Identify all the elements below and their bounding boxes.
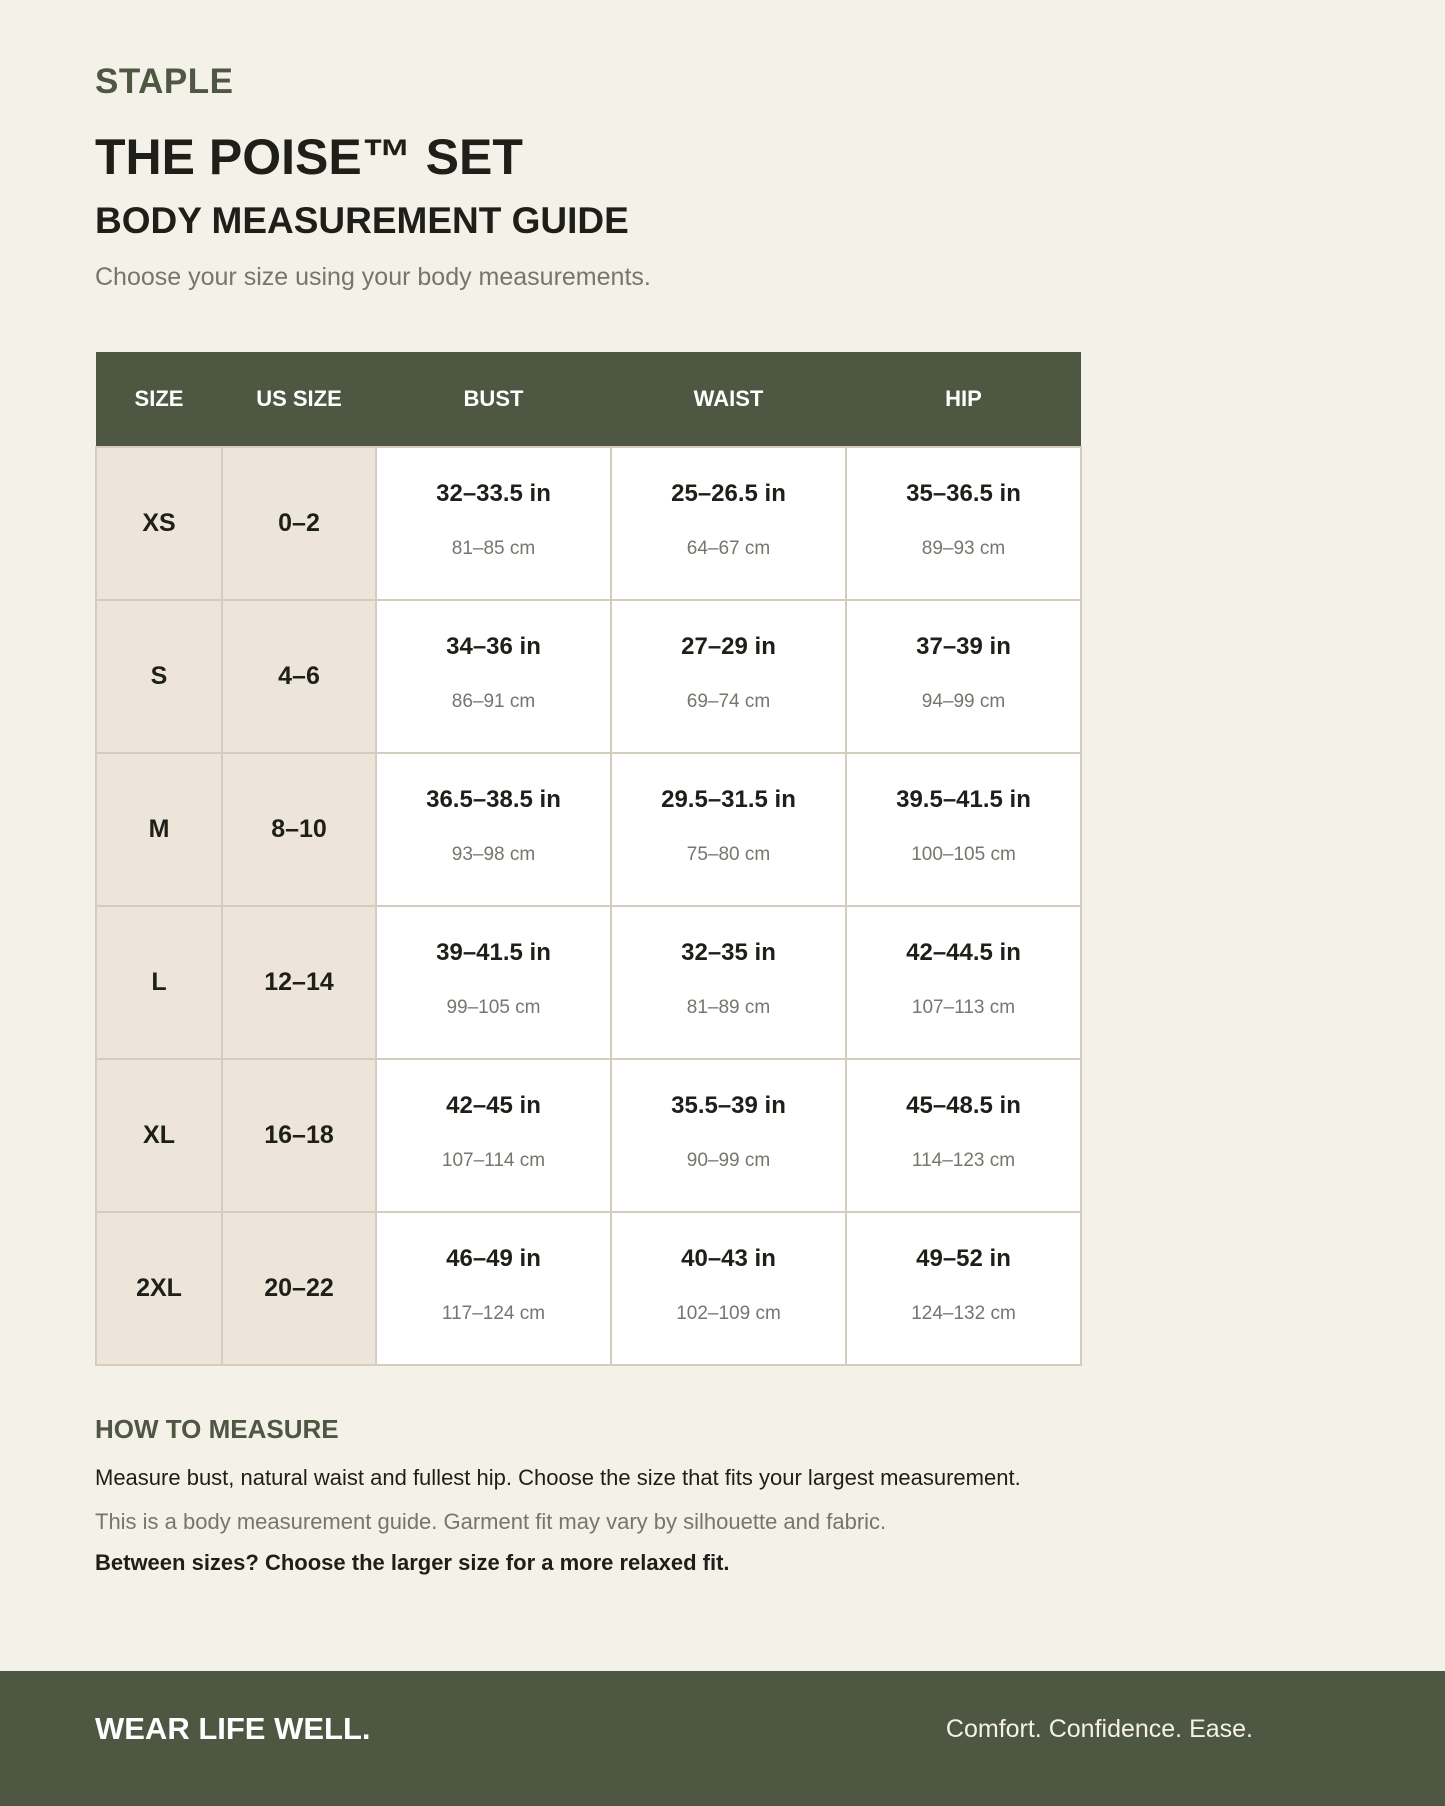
waist-cm: 75–80 cm [686, 843, 771, 865]
footer-tagline: Comfort. Confidence. Ease. [945, 1715, 1253, 1743]
table-row [96, 600, 1081, 753]
us-size-cell: 20–22 [222, 1212, 376, 1365]
size-chart-table [95, 352, 1082, 1366]
waist-cell [611, 1059, 846, 1212]
us-size-cell: 8–10 [222, 753, 376, 906]
waist-cm: 81–89 cm [686, 996, 771, 1018]
bust-cm: 107–114 cm [441, 1149, 546, 1171]
waist-cm: 64–67 cm [686, 537, 771, 559]
bust-cm: 86–91 cm [451, 690, 536, 712]
size-cell: S [96, 600, 222, 753]
hip-cell [846, 753, 1081, 906]
footer-slogan: WEAR LIFE WELL. [95, 1711, 371, 1746]
size-cell: XL [96, 1059, 222, 1212]
how-to-measure-heading: HOW TO MEASURE [95, 1414, 339, 1444]
waist-cell [611, 600, 846, 753]
bust-cm: 81–85 cm [451, 537, 536, 559]
hip-cell [846, 600, 1081, 753]
hip-inches: 49–52 in [916, 1244, 1011, 1272]
waist-inches: 25–26.5 in [671, 479, 786, 507]
column-header-waist: WAIST [611, 352, 846, 447]
bust-inches: 42–45 in [446, 1091, 541, 1119]
bust-cm: 93–98 cm [451, 843, 536, 865]
hip-inches: 45–48.5 in [906, 1091, 1021, 1119]
bust-cm: 117–124 cm [441, 1302, 546, 1324]
bust-inches: 39–41.5 in [436, 938, 551, 966]
page-subtitle: BODY MEASUREMENT GUIDE [95, 200, 629, 241]
waist-cell [611, 906, 846, 1059]
column-header-size: SIZE [96, 352, 222, 447]
waist-inches: 27–29 in [681, 632, 776, 660]
hip-cell [846, 1212, 1081, 1365]
waist-cell [611, 753, 846, 906]
hip-inches: 42–44.5 in [906, 938, 1021, 966]
us-size-cell: 16–18 [222, 1059, 376, 1212]
table-row [96, 447, 1081, 600]
bust-cell [376, 1059, 611, 1212]
waist-inches: 40–43 in [681, 1244, 776, 1272]
between-sizes-tip: Between sizes? Choose the larger size for a more relaxed fit. [95, 1550, 730, 1575]
size-cell: XS [96, 447, 222, 600]
us-size-cell: 0–2 [222, 447, 376, 600]
hip-cm: 89–93 cm [921, 537, 1006, 559]
hip-cm: 100–105 cm [911, 843, 1016, 865]
hip-cm: 124–132 cm [911, 1302, 1016, 1324]
hip-cm: 107–113 cm [911, 996, 1016, 1018]
size-cell: L [96, 906, 222, 1059]
hip-inches: 37–39 in [916, 632, 1011, 660]
bust-inches: 36.5–38.5 in [426, 785, 561, 813]
waist-inches: 32–35 in [681, 938, 776, 966]
hip-cm: 114–123 cm [911, 1149, 1016, 1171]
page-tagline: Choose your size using your body measurements. [95, 263, 651, 291]
bust-cell [376, 447, 611, 600]
bust-inches: 46–49 in [446, 1244, 541, 1272]
hip-cell [846, 447, 1081, 600]
hip-cell [846, 906, 1081, 1059]
bust-cell [376, 1212, 611, 1365]
bust-inches: 32–33.5 in [436, 479, 551, 507]
bust-inches: 34–36 in [446, 632, 541, 660]
bust-cell [376, 906, 611, 1059]
table-row [96, 1212, 1081, 1365]
waist-cm: 69–74 cm [686, 690, 771, 712]
hip-cell [846, 1059, 1081, 1212]
waist-cm: 90–99 cm [686, 1149, 771, 1171]
table-header-row [96, 352, 1081, 447]
waist-cell [611, 447, 846, 600]
waist-cell [611, 1212, 846, 1365]
hip-cm: 94–99 cm [921, 690, 1006, 712]
us-size-cell: 4–6 [222, 600, 376, 753]
column-header-bust: BUST [376, 352, 611, 447]
hip-inches: 35–36.5 in [906, 479, 1021, 507]
column-header-us-size: US SIZE [222, 352, 376, 447]
hip-inches: 39.5–41.5 in [896, 785, 1031, 813]
bust-cell [376, 753, 611, 906]
table-row [96, 1059, 1081, 1212]
waist-inches: 35.5–39 in [671, 1091, 786, 1119]
table-row [96, 753, 1081, 906]
brand-name: STAPLE [95, 62, 234, 101]
us-size-cell: 12–14 [222, 906, 376, 1059]
column-header-hip: HIP [846, 352, 1081, 447]
footer-bar [0, 1671, 1445, 1806]
size-cell: M [96, 753, 222, 906]
size-cell: 2XL [96, 1212, 222, 1365]
fit-disclaimer: This is a body measurement guide. Garment fit may vary by silhouette and fabric. [95, 1509, 887, 1534]
table-row [96, 906, 1081, 1059]
page-title: THE POISE™ SET [95, 129, 523, 185]
bust-cm: 99–105 cm [446, 996, 541, 1018]
bust-cell [376, 600, 611, 753]
waist-cm: 102–109 cm [676, 1302, 781, 1324]
waist-inches: 29.5–31.5 in [661, 785, 796, 813]
how-to-measure-instruction: Measure bust, natural waist and fullest hip. Choose the size that fits your largest measurement. [95, 1465, 1021, 1490]
